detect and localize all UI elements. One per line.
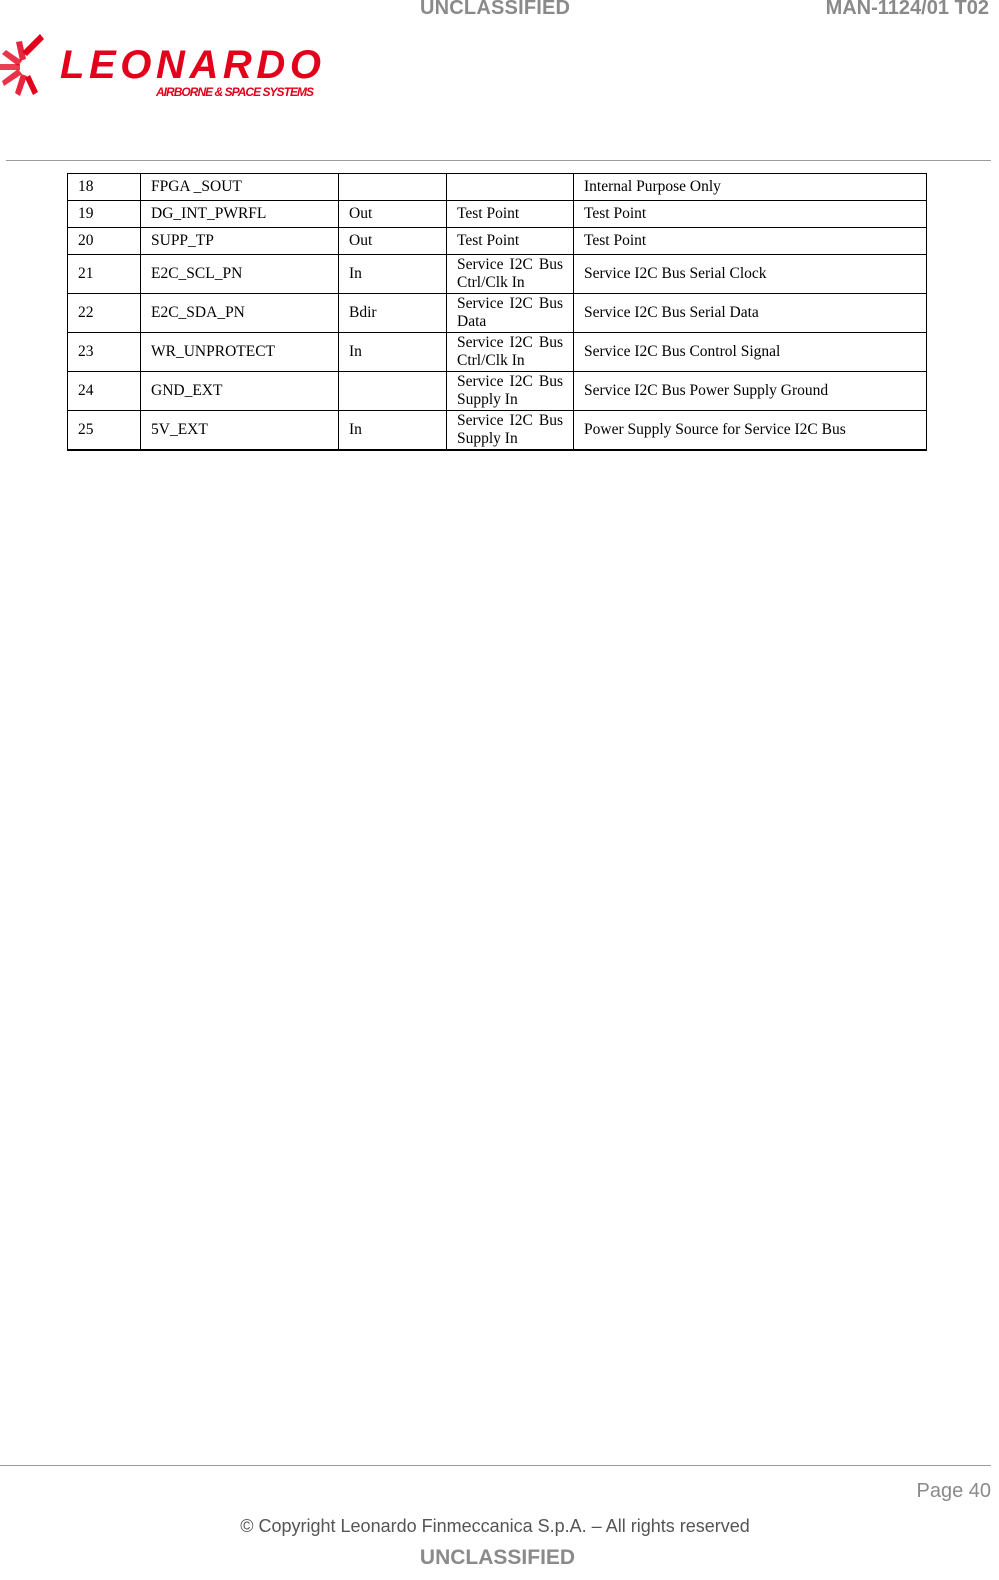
signal-name: E2C_SDA_PN — [141, 294, 339, 333]
signal-name: GND_EXT — [141, 372, 339, 411]
signal-description: Test Point — [574, 228, 927, 255]
copyright-notice: © Copyright Leonardo Finmeccanica S.p.A. – All rights reserved — [240, 1516, 750, 1536]
logo-mark-icon — [0, 34, 44, 96]
table-row — [68, 255, 927, 294]
footer-rule — [0, 1465, 991, 1466]
signal-description: Service I2C Bus Power Supply Ground — [574, 372, 927, 411]
signal-description: Service I2C Bus Control Signal — [574, 333, 927, 372]
table-row — [68, 174, 927, 201]
signal-direction: Out — [339, 201, 447, 228]
signal-description: Internal Purpose Only — [574, 174, 927, 201]
signal-type: Service I2C Bus Data — [447, 294, 574, 333]
header-rule — [6, 160, 991, 161]
pin-number: 23 — [68, 333, 141, 372]
pin-number: 19 — [68, 201, 141, 228]
signal-direction: Bdir — [339, 294, 447, 333]
logo-wordmark: LEONARDO — [60, 43, 322, 87]
document-number: MAN-1124/01 T02 — [825, 0, 989, 19]
table-row — [68, 372, 927, 411]
table-row — [68, 294, 927, 333]
pin-number: 22 — [68, 294, 141, 333]
signal-direction — [339, 372, 447, 411]
pin-number: 18 — [68, 174, 141, 201]
pin-number: 21 — [68, 255, 141, 294]
table-row — [68, 201, 927, 228]
signal-description: Service I2C Bus Serial Data — [574, 294, 927, 333]
signal-type: Service I2C Bus Supply In — [447, 372, 574, 411]
signal-name: E2C_SCL_PN — [141, 255, 339, 294]
signal-direction — [339, 174, 447, 201]
signal-type: Service I2C Bus Ctrl/Clk In — [447, 333, 574, 372]
signal-direction: Out — [339, 228, 447, 255]
signal-name: 5V_EXT — [141, 411, 339, 451]
signal-type: Service I2C Bus Supply In — [447, 411, 574, 451]
signal-type — [447, 174, 574, 201]
signal-type: Test Point — [447, 228, 574, 255]
signal-direction: In — [339, 255, 447, 294]
signal-name: DG_INT_PWRFL — [141, 201, 339, 228]
signal-direction: In — [339, 411, 447, 451]
signal-name: FPGA _SOUT — [141, 174, 339, 201]
pin-number: 20 — [68, 228, 141, 255]
table-row — [68, 411, 927, 451]
table-row — [68, 333, 927, 372]
footer-classification: UNCLASSIFIED — [419, 1546, 576, 1569]
pin-number: 25 — [68, 411, 141, 451]
table-row — [68, 228, 927, 255]
logo-tagline: AIRBORNE & SPACE SYSTEMS — [156, 85, 314, 99]
signal-name: WR_UNPROTECT — [141, 333, 339, 372]
pin-table — [67, 173, 927, 451]
signal-description: Test Point — [574, 201, 927, 228]
leonardo-logo — [0, 30, 330, 102]
signal-type: Test Point — [447, 201, 574, 228]
signal-description: Service I2C Bus Serial Clock — [574, 255, 927, 294]
signal-direction: In — [339, 333, 447, 372]
signal-name: SUPP_TP — [141, 228, 339, 255]
header-classification: UNCLASSIFIED — [420, 0, 571, 19]
pin-number: 24 — [68, 372, 141, 411]
signal-description: Power Supply Source for Service I2C Bus — [574, 411, 927, 451]
signal-type: Service I2C Bus Ctrl/Clk In — [447, 255, 574, 294]
page-number: Page 40 — [916, 1480, 991, 1502]
